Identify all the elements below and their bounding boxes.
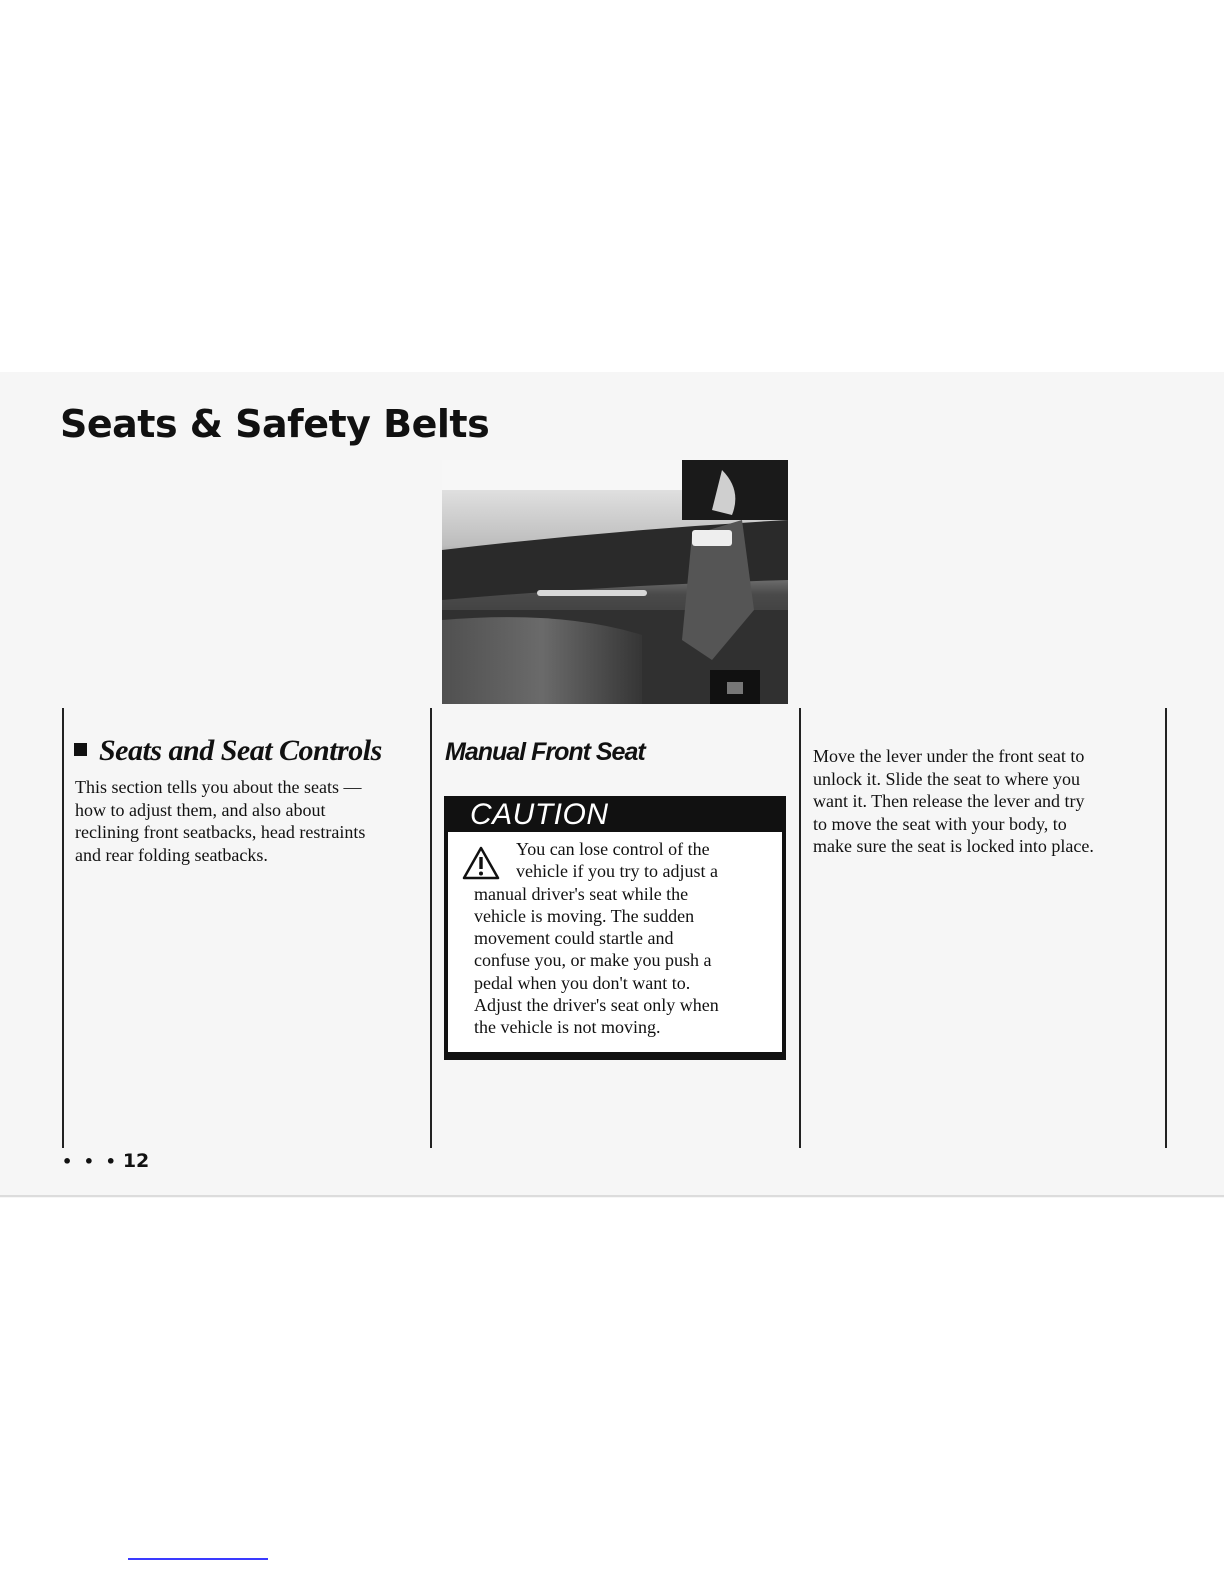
text-line: how to adjust them, and also about <box>75 799 326 820</box>
page-number-value: 12 <box>122 1150 150 1172</box>
caution-label: CAUTION <box>470 798 609 831</box>
text-line: and rear folding seatbacks. <box>75 844 268 865</box>
text-line: vehicle is moving. The sudden <box>474 905 695 926</box>
square-bullet-icon <box>74 743 87 756</box>
text-line: to move the seat with your body, to <box>813 813 1067 834</box>
text-line: Move the lever under the front seat to <box>813 746 1085 766</box>
link-underline[interactable] <box>128 1558 268 1560</box>
caution-text <box>474 838 774 1039</box>
text-line: You can lose control of the <box>516 839 710 859</box>
column-rule <box>62 708 64 1148</box>
text-line: confuse you, or make you push a <box>474 950 712 971</box>
intro-paragraph <box>75 776 423 866</box>
text-line: unlock it. Slide the seat to where you <box>813 768 1080 789</box>
column-rule <box>799 708 801 1148</box>
text-line: manual driver's seat while the <box>474 883 689 904</box>
caution-box <box>444 796 786 1060</box>
band-divider <box>0 1195 1224 1197</box>
section-title: Seats & Safety Belts <box>60 402 490 446</box>
text-line: want it. Then release the lever and try <box>813 791 1085 811</box>
heading-text: Seats and Seat Controls <box>99 734 382 767</box>
text-line: movement could startle and <box>474 928 674 949</box>
text-line: make sure the seat is locked into place. <box>813 836 1094 856</box>
heading-manual-front-seat: Manual Front Seat <box>445 738 645 766</box>
column-rule <box>1165 708 1167 1148</box>
column-rule <box>430 708 432 1148</box>
page-number-dots: • • • <box>62 1152 119 1171</box>
text-line: reclining front seatbacks, head restraints <box>75 822 366 842</box>
caution-content <box>448 832 782 1052</box>
text-line: the vehicle is not moving. <box>474 1017 661 1038</box>
text-line: vehicle if you try to adjust a <box>516 861 718 882</box>
heading-seats-and-seat-controls <box>74 734 382 768</box>
page-number <box>62 1150 149 1172</box>
text-line: This section tells you about the seats — <box>75 777 362 797</box>
text-line: pedal when you don't want to. <box>474 972 691 993</box>
text-line: Adjust the driver's seat only when <box>474 995 719 1016</box>
seat-lever-photo <box>442 460 788 704</box>
instruction-paragraph <box>813 745 1158 858</box>
